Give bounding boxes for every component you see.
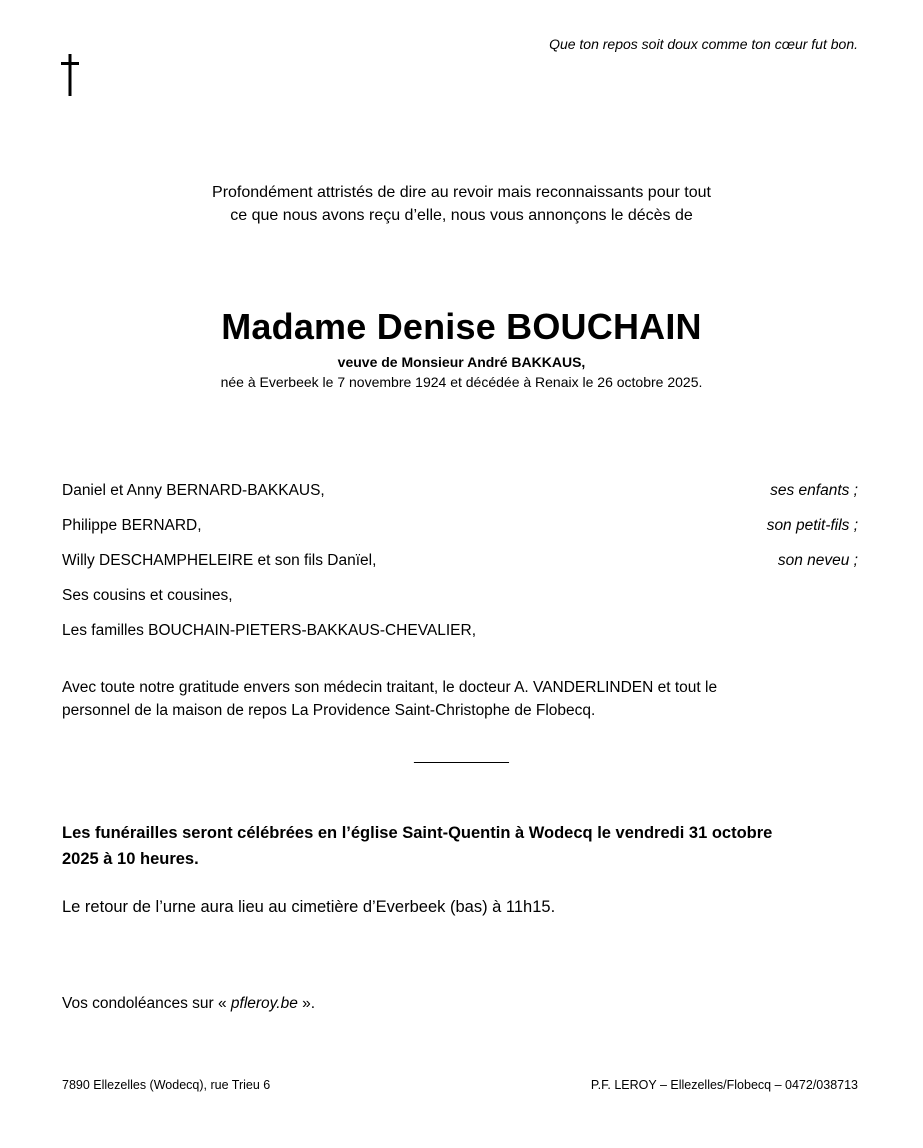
birth-death-line: née à Everbeek le 7 novembre 1924 et décédée à Renaix le 26 octobre 2025. xyxy=(220,374,703,390)
gratitude-paragraph xyxy=(62,676,858,722)
footer-funeral-home: P.F. LEROY – Ellezelles/Flobecq – 0472/038713 xyxy=(590,1078,858,1092)
family-row xyxy=(62,482,858,517)
separator-line: ___________ xyxy=(414,747,509,764)
family-member-name: Les familles BOUCHAIN-PIETERS-BAKKAUS-CHEVALIER, xyxy=(62,622,477,639)
funeral-announcement xyxy=(62,820,862,872)
epigraph: Que ton repos soit doux comme ton cœur fut bon. xyxy=(549,36,858,52)
family-list xyxy=(62,482,858,657)
family-row xyxy=(62,587,858,622)
family-row xyxy=(62,552,858,587)
latin-cross-icon xyxy=(58,52,82,98)
widow-of-line: veuve de Monsieur André BAKKAUS, xyxy=(337,354,586,370)
family-member-relation: son petit-fils ; xyxy=(766,517,858,534)
funeral-line-2: 2025 à 10 heures. xyxy=(62,850,199,868)
family-member-relation: ses enfants ; xyxy=(770,482,858,499)
family-member-relation: son neveu ; xyxy=(777,552,858,569)
family-member-name: Willy DESCHAMPHELEIRE et son fils Danïel, xyxy=(62,552,377,569)
condolences-suffix: ». xyxy=(297,995,316,1012)
family-row xyxy=(62,517,858,552)
intro-line-2: ce que nous avons reçu d’elle, nous vous annonçons le décès de xyxy=(230,207,693,224)
footer-address: 7890 Ellezelles (Wodecq), rue Trieu 6 xyxy=(62,1078,271,1092)
intro-line-1: Profondément attristés de dire au revoir mais reconnaissants pour tout xyxy=(212,184,711,201)
funeral-line-1: Les funérailles seront célébrées en l’église Saint-Quentin à Wodecq le vendredi 31 octobre xyxy=(62,824,773,842)
urn-return-text: Le retour de l’urne aura lieu au cimetière d’Everbeek (bas) à 11h15. xyxy=(62,898,556,916)
condolences-line xyxy=(62,995,858,1013)
intro-text xyxy=(0,181,923,227)
gratitude-line-1: Avec toute notre gratitude envers son médecin traitant, le docteur A. VANDERLINDEN et tout le xyxy=(62,679,718,696)
condolences-website-link[interactable]: pfleroy.be xyxy=(230,995,298,1012)
condolences-prefix: Vos condoléances sur « xyxy=(62,995,231,1012)
family-member-name: Philippe BERNARD, xyxy=(62,517,202,534)
gratitude-line-2: personnel de la maison de repos La Providence Saint-Christophe de Flobecq. xyxy=(62,702,596,719)
family-member-name: Ses cousins et cousines, xyxy=(62,587,233,604)
deceased-name: Madame Denise BOUCHAIN xyxy=(221,306,702,347)
family-row xyxy=(62,622,858,657)
family-member-name: Daniel et Anny BERNARD-BAKKAUS, xyxy=(62,482,325,499)
